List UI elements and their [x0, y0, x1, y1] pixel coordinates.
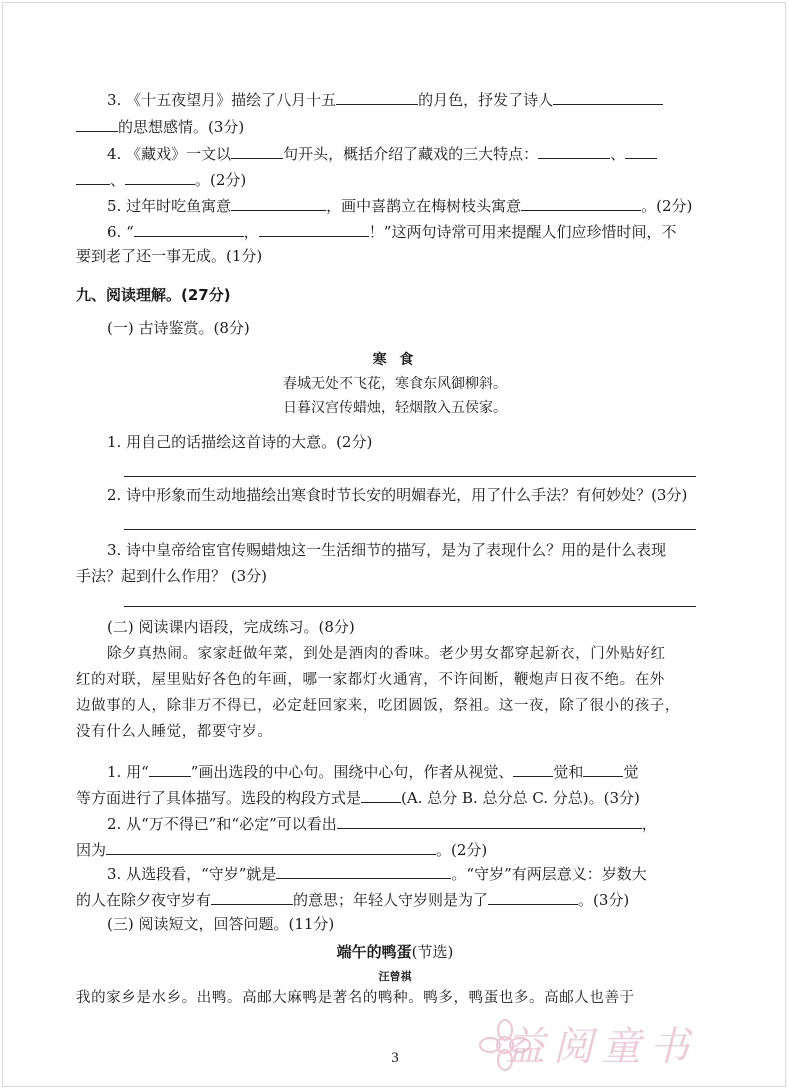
passage-question-1-line1: 1. 用“ ”画出选段的中心句。围绕中心句，作者从视觉、 觉和 觉 [107, 760, 638, 782]
part1-title: (一) 古诗鉴赏。(8分) [107, 319, 250, 337]
blank[interactable] [513, 760, 553, 777]
blank[interactable] [361, 786, 401, 803]
blank[interactable] [625, 142, 657, 159]
part3-title: (三) 阅读短文，回答问题。(11分) [107, 915, 335, 933]
blank[interactable] [149, 760, 191, 777]
blank[interactable] [521, 194, 641, 211]
blank[interactable] [106, 838, 436, 855]
poem-line-1: 春城无处不飞花，寒食东风御柳斜。 [283, 376, 507, 392]
blank[interactable] [134, 220, 244, 237]
passage-line-3: 边做事的人，除非万不得已，必定赶回家来，吃团圆饭，祭祖。这一夜，除了很小的孩子， [76, 698, 680, 714]
blank[interactable] [488, 888, 578, 905]
fill-question-3-line1: 3. 《十五夜望月》描绘了八月十五 的月色，抒发了诗人 [107, 88, 663, 110]
part2-title: (二) 阅读课内语段，完成练习。(8分) [107, 618, 355, 636]
blank[interactable] [336, 88, 418, 105]
blank[interactable] [125, 168, 195, 185]
fill-question-5: 5. 过年时吃鱼寓意 ，画中喜鹊立在梅树枝头寓意 。(2分) [107, 194, 692, 216]
fill-question-6-line2: 要到老了还一事无成。(1分) [76, 247, 263, 265]
article-note: (节选) [411, 943, 454, 961]
article-title: 端午的鸭蛋 [336, 943, 412, 961]
page-number: 3 [391, 1050, 399, 1066]
fill-question-4-line1: 4. 《藏戏》一文以 句开头，概括介绍了藏戏的三大特点： 、 [107, 142, 657, 164]
section-title: 九、阅读理解。(27分) [76, 286, 231, 304]
article-heading [0, 942, 790, 962]
article-author: 汪曾祺 [378, 970, 412, 983]
fill-question-4-line2: 、 。(2分) [76, 168, 246, 190]
blank[interactable] [276, 862, 451, 879]
blank[interactable] [231, 142, 283, 159]
poem-title: 寒 食 [372, 352, 418, 368]
blank[interactable] [76, 168, 110, 185]
blank[interactable] [231, 194, 326, 211]
blank[interactable] [76, 115, 118, 132]
poem-question-3-line2: 手法？起到什么作用？ (3分) [76, 567, 268, 585]
fill-question-6-line1: 6. “ ， ！”这两句诗常可用来提醒人们应珍惜时间，不 [107, 220, 676, 242]
passage-line-2: 红的对联，屋里贴好各色的年画，哪一家都灯火通宵，不许间断，鞭炮声日夜不绝。在外 [76, 672, 665, 688]
answer-line[interactable] [124, 476, 696, 477]
answer-line[interactable] [124, 606, 696, 607]
blank[interactable] [583, 760, 623, 777]
passage-line-4: 没有什么人睡觉，都要守岁。 [76, 724, 273, 740]
blank[interactable] [259, 220, 369, 237]
fill-question-3-line2: 的思想感情。(3分) [76, 115, 244, 137]
article-first-line: 我的家乡是水乡。出鸭。高邮大麻鸭是著名的鸭种。鸭多，鸭蛋也多。高邮人也善于 [76, 990, 635, 1006]
blank[interactable] [553, 88, 663, 105]
poem-question-3-line1: 3. 诗中皇帝给宦官传赐蜡烛这一生活细节的描写，是为了表现什么？用的是什么表现 [107, 541, 667, 559]
passage-question-1-line2: 等方面进行了具体描写。选段的构段方式是 (A. 总分 B. 总分总 C. 分总)。(3分) [76, 786, 640, 808]
answer-line[interactable] [124, 529, 696, 530]
blank[interactable] [211, 888, 293, 905]
blank[interactable] [538, 142, 610, 159]
passage-question-2-line2: 因为 。(2分) [76, 838, 487, 860]
poem-question-2: 2. 诗中形象而生动地描绘出寒食时节长安的明媚春光，用了什么手法？有何妙处？(3分) [107, 486, 688, 504]
watermark-text: 益阅童书 [505, 1024, 697, 1070]
passage-question-2-line1: 2. 从“万不得已”和“必定”可以看出 ， [107, 812, 657, 834]
passage-line-1: 除夕真热闹。家家赶做年菜，到处是酒肉的香味。老少男女都穿起新衣，门外贴好红 [107, 646, 666, 662]
blank[interactable] [337, 812, 642, 829]
passage-question-3-line1: 3. 从选段看，“守岁”就是 。“守岁”有两层意义：岁数大 [107, 862, 647, 884]
poem-question-1: 1. 用自己的话描绘这首诗的大意。(2分) [107, 433, 373, 451]
passage-question-3-line2: 的人在除夕夜守岁有 的意思；年轻人守岁则是为了 。(3分) [76, 888, 629, 910]
poem-line-2: 日暮汉宫传蜡烛，轻烟散入五侯家。 [283, 400, 507, 416]
